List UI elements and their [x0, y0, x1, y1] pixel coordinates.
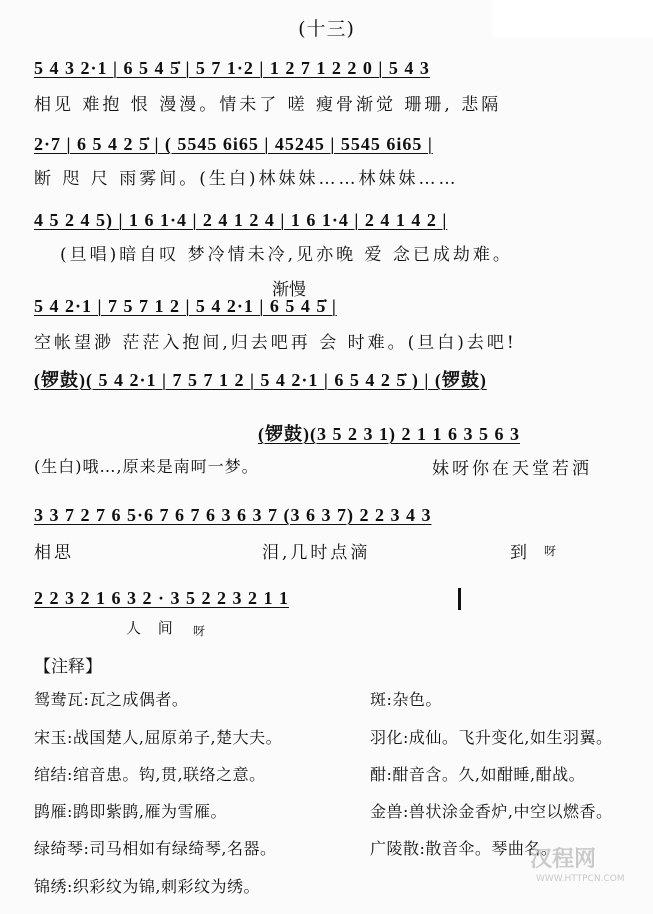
score-line-7-lyrics-a: 相思: [34, 543, 74, 563]
note-item: 绿绮琴:司马相如有绿绮琴,名器。: [34, 839, 277, 858]
score-line-4-lyrics: 空帐望渺 茫茫入抱间,归去吧再 会 时难。(旦白)去吧!: [34, 333, 517, 353]
watermark-url: WWW.HTTPCN.COM: [536, 874, 625, 884]
score-line-8-lyrics-b: 呀: [193, 624, 206, 638]
note-item: 鸳鸯瓦:瓦之成偶者。: [34, 690, 189, 709]
score-line-1-lyrics: 相见 难抱 恨 漫漫。情未了 嗟 瘦骨渐觉 珊珊, 悲隔: [34, 95, 502, 115]
note-item: 宋玉:战国楚人,屈原弟子,楚大夫。: [34, 728, 283, 747]
score-line-5-notes: (锣鼓)( 5 4 2·1 | 7 5 7 1 2 | 5 4 2·1 | 6 5 4 2 5̇ ) | (锣鼓): [34, 370, 487, 390]
note-item: 羽化:成仙。飞升变化,如生羽翼。: [370, 728, 613, 747]
score-line-6-notes: (锣鼓)(3 5 2 3 1) 2 1 1 6 3 5 6 3: [258, 424, 520, 444]
page-title: (十三): [298, 18, 355, 40]
score-line-8-notes: 2 2 3 2 1 6 3 2 · 3 5 2 2 3 2 1 1: [34, 588, 290, 608]
score-line-2-lyrics: 断 咫 尺 雨雾间。(生白)林妹妹……林妹妹……: [34, 169, 459, 189]
notes-heading: 【注释】: [34, 657, 102, 677]
score-line-2-notes: 2·7 | 6 5 4 2 5̇ | ( 5545 6i65 | 45245 | 5545 6i65 |: [34, 134, 433, 154]
score-line-1-notes: 5 4 3 2·1 | 6 5 4 5̇ | 5 7 1·2 | 1 2 7 1 2 2 0 | 5 4 3: [34, 58, 430, 78]
score-line-3-notes: 4 5 2 4 5) | 1 6 1·4 | 2 4 1 2 4 | 1 6 1·4 | 2 4 1 4 2 |: [34, 210, 448, 230]
note-item: 斑:杂色。: [370, 690, 442, 709]
watermark-brand: 汉程网: [530, 847, 597, 872]
final-barline: [458, 588, 461, 610]
score-line-6-lyrics-right: 妹呀你在天堂若洒: [432, 459, 592, 479]
score-line-8-lyrics-a: 人 间: [126, 619, 179, 637]
note-item: 锦绣:织彩纹为锦,刺彩纹为绣。: [34, 877, 260, 896]
note-item: 酣:酣音含。久,如酣睡,酣战。: [370, 765, 586, 784]
score-line-7-lyrics-d: 呀: [544, 544, 557, 558]
score-line-7-lyrics-c: 到: [510, 543, 530, 563]
score-line-4-notes: 5 4 2·1 | 7 5 7 1 2 | 5 4 2·1 | 6 5 4 5̇ |: [34, 296, 337, 316]
score-line-3-lyrics: (旦唱)暗自叹 梦冷情未冷,见亦晚 爱 念已成劫难。: [60, 245, 513, 265]
tempo-mark: 渐慢: [272, 280, 306, 300]
note-item: 金兽:兽状涂金香炉,中空以燃香。: [370, 802, 613, 821]
note-item: 绾结:绾音患。钩,贯,联络之意。: [34, 765, 266, 784]
note-item: 鹍雁:鹍即紫鹍,雁为雪雁。: [34, 802, 227, 821]
score-line-7-lyrics-b: 泪,几时点滴: [262, 543, 371, 563]
score-line-6-lyrics-left: (生白)哦…,原来是南呵一梦。: [34, 457, 259, 476]
note-item: 广陵散:散音伞。琴曲名。: [370, 839, 558, 858]
score-line-7-notes: 3 3 7 2 7 6 5·6 7 6 7 6 3 6 3 7 (3 6 3 7) 2 2 3 4 3: [34, 505, 432, 525]
